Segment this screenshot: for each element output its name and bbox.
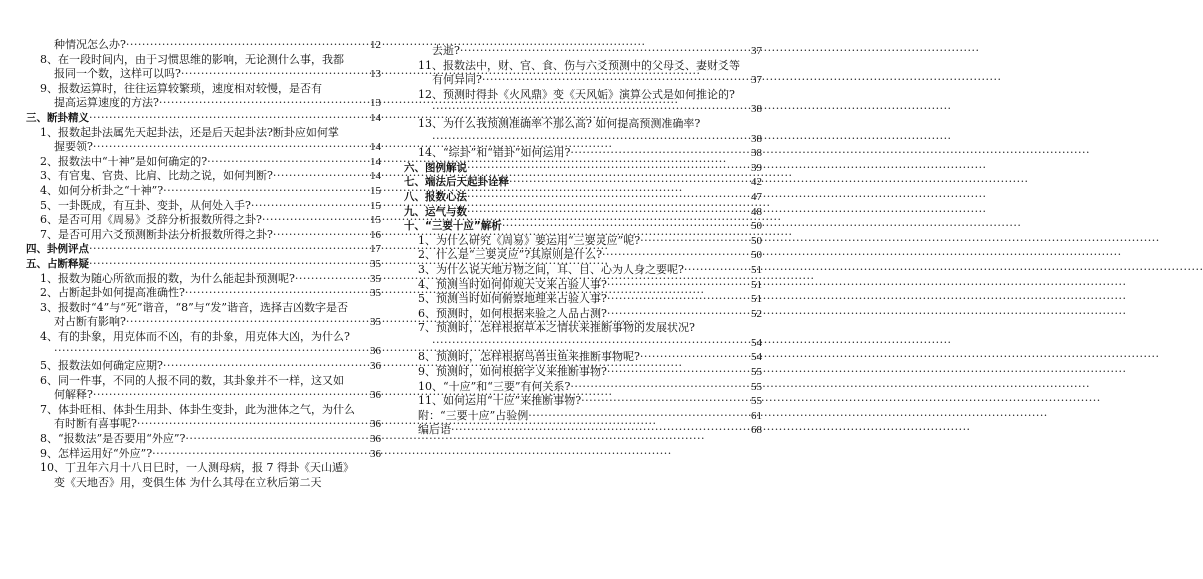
toc-entry bbox=[26, 96, 381, 111]
entry-title: 7、是否可用六爻预测断卦法分析报数所得之卦? bbox=[40, 227, 273, 241]
page-number: 50 bbox=[751, 220, 762, 233]
page-number: 51 bbox=[751, 293, 762, 306]
page-number: 37 bbox=[751, 45, 762, 57]
toc-entry bbox=[404, 278, 762, 293]
dot-leader bbox=[432, 336, 750, 351]
dot-leader bbox=[89, 242, 369, 257]
toc-entry bbox=[26, 38, 381, 53]
dot-leader bbox=[640, 234, 750, 249]
dot-leader bbox=[163, 359, 369, 374]
dot-leader bbox=[482, 73, 750, 88]
toc-section bbox=[404, 219, 762, 234]
dot-leader bbox=[460, 44, 750, 59]
page-number: 14 bbox=[370, 141, 381, 154]
entry-title: 9、怎样运用好“外应”? bbox=[40, 446, 153, 460]
dot-leader bbox=[152, 447, 369, 462]
page-number: 38 bbox=[751, 147, 762, 160]
toc-entry bbox=[404, 102, 762, 117]
toc-line: 9、报数运算时，往往运算较繁琐，速度相对较慢，是否有 bbox=[40, 81, 322, 95]
dot-leader bbox=[159, 96, 369, 111]
entry-title: 四、卦例评点 bbox=[26, 243, 89, 256]
toc-entry bbox=[404, 263, 762, 278]
dot-leader bbox=[163, 184, 369, 199]
entry-title: 8、“报数法”是否要用“外应”? bbox=[40, 432, 186, 446]
page-number: 68 bbox=[751, 424, 762, 437]
dot-leader bbox=[607, 365, 750, 380]
dot-leader bbox=[262, 213, 369, 228]
page-number: 39 bbox=[751, 161, 762, 174]
dot-leader bbox=[570, 380, 750, 395]
dot-leader bbox=[640, 350, 750, 365]
page-number: 35 bbox=[370, 287, 381, 300]
entry-title: 3、为什么说天地万物之间，耳、目、心为人身之要呢? bbox=[418, 262, 684, 276]
dot-leader bbox=[126, 38, 369, 53]
dot-leader bbox=[432, 132, 750, 147]
dot-leader bbox=[467, 190, 750, 205]
dot-leader bbox=[432, 102, 750, 117]
dot-leader bbox=[607, 307, 750, 322]
toc-entry bbox=[26, 140, 381, 155]
dot-leader bbox=[607, 278, 750, 293]
entry-title: 附：“三要十应”占验例 bbox=[418, 408, 529, 422]
toc-entry bbox=[26, 447, 381, 462]
toc-section bbox=[26, 242, 381, 257]
dot-leader bbox=[451, 423, 750, 438]
page-number: 13 bbox=[370, 68, 381, 81]
entry-title: 2、什么是“三要灵应”?其原则是什么? bbox=[418, 248, 603, 262]
toc-entry bbox=[26, 315, 381, 330]
toc-line: 8、在一段时间内，由于习惯思维的影响，无论测什么事，我都 bbox=[40, 52, 344, 66]
page-number: 61 bbox=[751, 409, 762, 422]
page-number: 14 bbox=[370, 170, 381, 183]
dot-leader bbox=[54, 344, 369, 359]
page-number: 52 bbox=[751, 307, 762, 320]
entry-title: 五、占断释疑 bbox=[26, 257, 89, 270]
entry-title: 九、运气与数 bbox=[404, 205, 467, 218]
dot-leader bbox=[684, 263, 750, 278]
entry-title: 4、如何分析卦之“十神”? bbox=[40, 183, 164, 197]
page-number: 51 bbox=[751, 278, 762, 291]
entry-title: 有何异同? bbox=[432, 73, 482, 87]
left-page bbox=[26, 38, 381, 490]
page-number: 15 bbox=[370, 184, 381, 197]
entry-title: 3、有官鬼、官贵、比肩、比劫之说，如何判断? bbox=[40, 169, 273, 183]
entry-title: 1、报数为随心所欲而报的数，为什么能起卦预测呢? bbox=[40, 271, 295, 285]
page-number: 36 bbox=[370, 389, 381, 402]
dot-leader bbox=[509, 175, 750, 190]
entry-title: 编后语 bbox=[418, 423, 451, 437]
page-number: 36 bbox=[370, 345, 381, 358]
dot-leader bbox=[502, 219, 750, 234]
dot-leader bbox=[126, 315, 369, 330]
toc-entry bbox=[404, 423, 762, 438]
page-number: 54 bbox=[751, 351, 762, 364]
entry-title: 10、“十应”和“三要”有何关系? bbox=[418, 379, 571, 393]
page-number: 16 bbox=[370, 228, 381, 241]
dot-leader bbox=[528, 409, 750, 424]
toc-section bbox=[404, 205, 762, 220]
entry-title: 种情况怎么办? bbox=[54, 38, 126, 51]
toc-entry bbox=[404, 44, 762, 59]
entry-title: 5、预测当时如何俯察地理来占验人事? bbox=[418, 292, 607, 306]
entry-title: 8、预测时，怎样根据鸟兽虫鱼来推断事物呢? bbox=[418, 350, 640, 364]
toc-line: 变《天地否》用，变俱生体 为什么其母在立秋后第二天 bbox=[54, 475, 322, 489]
toc-line: 10、丁丑年六月十八日巳时，一人测母病，报 7 得卦《天山遁》 bbox=[40, 461, 354, 475]
toc-line: 4、有的卦象，用克体而不凶，有的卦象，用克体大凶，为什么? bbox=[40, 329, 350, 343]
toc-entry bbox=[26, 155, 381, 170]
page-number: 54 bbox=[751, 336, 762, 349]
entry-title: 八、报数心法 bbox=[404, 190, 467, 203]
toc-entry bbox=[26, 432, 381, 447]
page-number: 50 bbox=[751, 234, 762, 247]
page-number: 55 bbox=[751, 380, 762, 393]
toc-entry bbox=[404, 73, 762, 88]
entry-title: 1、为什么研究《周易》要运用“三要灵应”呢? bbox=[418, 233, 641, 247]
dot-leader bbox=[185, 432, 369, 447]
entry-title: 三、断卦精义 bbox=[26, 111, 89, 124]
toc-entry bbox=[404, 248, 762, 263]
page-number: 17 bbox=[370, 243, 381, 256]
right-page bbox=[404, 44, 762, 438]
entry-title: 报同一个数，这样可以吗? bbox=[54, 67, 181, 81]
entry-title: 提高运算速度的方法? bbox=[54, 96, 159, 110]
toc-section bbox=[404, 161, 762, 176]
toc-entry bbox=[26, 67, 381, 82]
page-number: 36 bbox=[370, 433, 381, 446]
page-number: 51 bbox=[751, 263, 762, 276]
toc-entry bbox=[26, 286, 381, 301]
toc-entry bbox=[26, 359, 381, 374]
dot-leader bbox=[602, 248, 750, 263]
toc-entry bbox=[404, 146, 762, 161]
entry-title: 4、预测当时如何仰观天文来占验人事? bbox=[418, 277, 607, 291]
toc-entry bbox=[26, 272, 381, 287]
entry-title: 6、预测时，如何根据来验之人品占测? bbox=[418, 306, 607, 320]
entry-title: 5、一卦既成，有互卦、变卦，从何处入手? bbox=[40, 198, 251, 212]
page-number: 13 bbox=[370, 97, 381, 110]
dot-leader bbox=[273, 169, 369, 184]
entry-title: 有时断有喜事呢? bbox=[54, 417, 137, 431]
dot-leader bbox=[295, 272, 369, 287]
toc-entry bbox=[26, 184, 381, 199]
toc-section bbox=[404, 175, 762, 190]
toc-line: 7、预测时，怎样根据草本之情状来推断事物的发展状况? bbox=[418, 321, 695, 335]
entry-title: 何解释? bbox=[54, 388, 93, 402]
page-number: 48 bbox=[751, 205, 762, 218]
page-number: 50 bbox=[751, 249, 762, 262]
entry-title: 6、是否可用《周易》爻辞分析报数所得之卦? bbox=[40, 213, 262, 227]
dot-leader bbox=[89, 257, 369, 272]
toc-entry bbox=[404, 132, 762, 147]
dot-leader bbox=[93, 140, 369, 155]
toc-entry bbox=[26, 199, 381, 214]
toc-line: 6、同一件事，不同的人报不同的数，其卦象并不一样，这又如 bbox=[40, 373, 344, 387]
entry-title: 9、预测时，如何根据字义来推断事物? bbox=[418, 365, 607, 379]
dot-leader bbox=[273, 228, 369, 243]
toc-entry bbox=[404, 350, 762, 365]
entry-title: 2、占断起卦如何提高准确性? bbox=[40, 286, 185, 300]
toc-entry bbox=[26, 417, 381, 432]
entry-title: 十、“三要十应”解析 bbox=[404, 220, 502, 233]
entry-title: 11、如何运用“十应”来推断事物? bbox=[418, 394, 582, 408]
dot-leader bbox=[467, 205, 750, 220]
page-number: 36 bbox=[370, 418, 381, 431]
toc-entry bbox=[404, 336, 762, 351]
dot-leader bbox=[570, 146, 750, 161]
page-number: 15 bbox=[370, 199, 381, 212]
dot-leader bbox=[185, 286, 369, 301]
entry-title: 5、报数法如何确定应期? bbox=[40, 359, 163, 373]
entry-title: 六、图例解说 bbox=[404, 161, 467, 174]
page-number: 35 bbox=[370, 257, 381, 270]
toc-section bbox=[26, 111, 381, 126]
dot-leader bbox=[207, 155, 369, 170]
entry-title: 对占断有影响? bbox=[54, 315, 126, 329]
page-number: 14 bbox=[370, 155, 381, 168]
entry-title: 七、端法后天起卦诠释 bbox=[404, 176, 509, 189]
toc-entry bbox=[26, 228, 381, 243]
dot-leader bbox=[607, 292, 750, 307]
page-number: 15 bbox=[370, 214, 381, 227]
page-number: 14 bbox=[370, 111, 381, 124]
entry-title: 14、“综卦”和“错卦”如何运用? bbox=[418, 146, 571, 160]
toc-entry bbox=[404, 394, 762, 409]
toc-line: 11、报数法中，财、官、食、伤与六爻预测中的父母爻、妻财爻等 bbox=[418, 58, 740, 72]
toc-entry bbox=[404, 365, 762, 380]
page-number: 37 bbox=[751, 74, 762, 87]
page-number: 55 bbox=[751, 395, 762, 408]
page-number: 36 bbox=[370, 447, 381, 460]
entry-title: 握要领? bbox=[54, 140, 93, 154]
dot-leader bbox=[581, 394, 750, 409]
page-number: 12 bbox=[370, 39, 381, 51]
page-number: 47 bbox=[751, 190, 762, 203]
dot-leader bbox=[181, 67, 369, 82]
toc-line: 12、预测时得卦《火风鼎》变《天风姤》演算公式是如何推论的? bbox=[418, 87, 735, 101]
page-number: 38 bbox=[751, 103, 762, 116]
dot-leader bbox=[137, 417, 369, 432]
dot-leader bbox=[467, 161, 750, 176]
toc-line: 3、报数时“4”与“死”谐音，“8”与“发”谐音，选择吉凶数字是否 bbox=[40, 300, 348, 314]
toc-line: 13、为什么我预测准确率不那么高? 如何提高预测准确率? bbox=[418, 116, 701, 130]
page-number: 38 bbox=[751, 132, 762, 145]
dot-leader bbox=[93, 388, 369, 403]
toc-entry bbox=[404, 234, 762, 249]
toc-section bbox=[404, 190, 762, 205]
toc-entry bbox=[404, 307, 762, 322]
entry-title: 去逝? bbox=[432, 44, 460, 57]
toc-entry bbox=[26, 388, 381, 403]
dot-leader bbox=[251, 199, 369, 214]
toc-section bbox=[26, 257, 381, 272]
toc-entry bbox=[26, 344, 381, 359]
toc-entry bbox=[404, 409, 762, 424]
toc-line: 1、报数起卦法属先天起卦法，还是后天起卦法?断卦应如何掌 bbox=[40, 125, 339, 139]
page-number: 35 bbox=[370, 316, 381, 329]
toc-line: 7、体卦旺相、体卦生用卦、体卦生变卦，此为泄体之气，为什么 bbox=[40, 402, 355, 416]
toc-entry bbox=[26, 213, 381, 228]
page-number: 36 bbox=[370, 360, 381, 373]
dot-leader bbox=[89, 111, 369, 126]
page-number: 42 bbox=[751, 176, 762, 189]
toc-entry bbox=[404, 292, 762, 307]
entry-title: 2、报数法中“十神”是如何确定的? bbox=[40, 154, 208, 168]
toc-entry bbox=[26, 169, 381, 184]
page-number: 35 bbox=[370, 272, 381, 285]
page-number: 55 bbox=[751, 366, 762, 379]
toc-entry bbox=[404, 380, 762, 395]
